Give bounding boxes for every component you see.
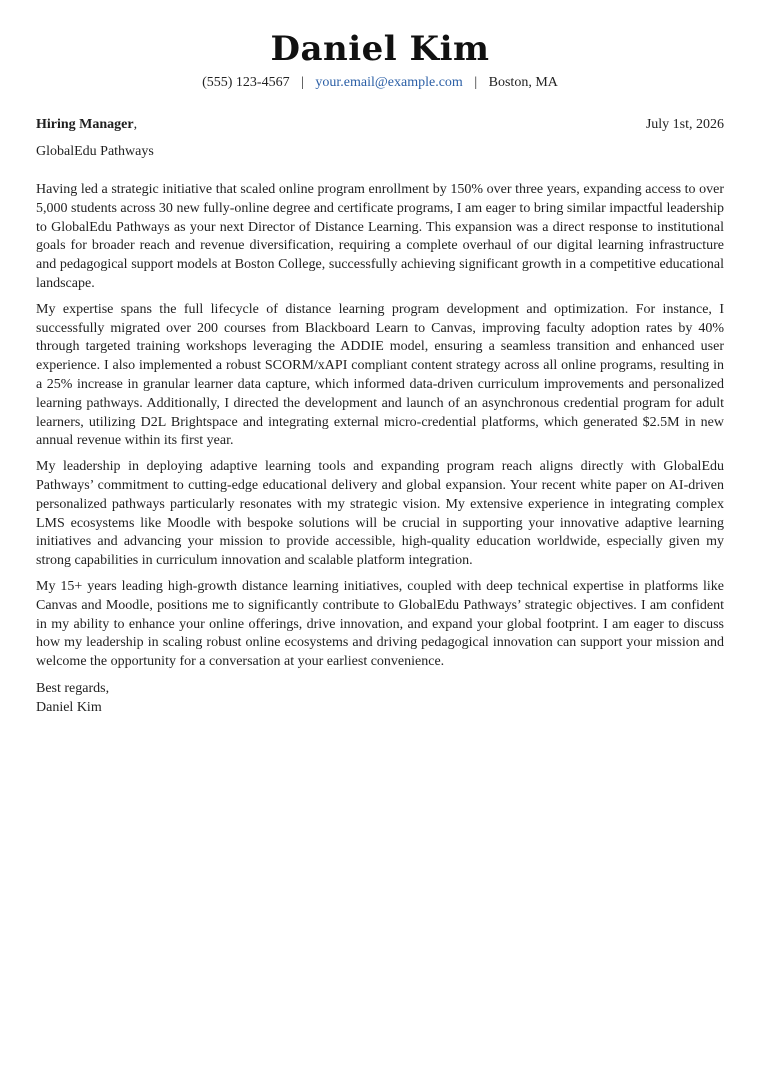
closing-signature: Daniel Kim: [36, 699, 102, 715]
body-paragraph: Having led a strategic initiative that scaled online program enrollment by 150% over three years, expanding access to over 5,000 students across 30 new fully-online degree and certificate programs, I am eager to bring similar impactful leadership to GlobalEdu Pathways as your next Director of Distance Learning. This expansion was a direct response to institutional goals for broader reach and revenue diversification, requiring a complete overhaul of our digital learning infrastructure and pedagogical support models at Boston College, successfully achieving significant growth in a competitive educational landscape.: [36, 182, 724, 291]
recipient-role: Hiring Manager: [36, 117, 134, 132]
recipient-greeting: [36, 116, 137, 134]
phone-number: (555) 123-4567: [202, 75, 290, 90]
contact-separator: |: [301, 75, 304, 90]
email-link[interactable]: your.email@example.com: [315, 75, 463, 90]
recipient-role-suffix: ,: [133, 117, 138, 132]
body-paragraph: My leadership in deploying adaptive learning tools and expanding program reach aligns directly with GlobalEdu Pathways’ commitment to cutting-edge educational delivery and global expansion. Your recent white paper on AI-driven personalized pathways particularly resonates with my strategic vision. My extensive experience in integrating complex LMS ecosystems like Moodle with bespoke solutions will be crucial in supporting your innovative adaptive learning initiatives and advancing your mission to provide accessible, high-quality education worldwide, especially given my strong capabilities in curriculum innovation and scalable platform integration.: [36, 459, 724, 569]
recipient-date-row: [36, 116, 724, 134]
closing-salutation: Best regards,: [36, 680, 110, 696]
contact-separator: |: [474, 75, 478, 90]
contact-line: [36, 74, 724, 92]
location: Boston, MA: [488, 75, 558, 90]
letter-body: [36, 181, 724, 672]
cover-letter-page: [36, 0, 724, 717]
recipient-company: GlobalEdu Pathways: [36, 144, 154, 159]
body-paragraph: My expertise spans the full lifecycle of distance learning program development and optimization. For instance, I successfully migrated over 200 courses from Blackboard Learn to Canvas, improving faculty adoption rates by 40% through targeted training workshops leveraging the ADDIE model, ensuring a seamless transition and enhanced user experience. I also implemented a robust SCORM/xAPI compliant content strategy across all online programs, resulting in a 25% increase in granular learner data capture, which informed data-driven curriculum improvements and personalized learning pathways. Additionally, I directed the development and launch of an asynchronous credential program for adult learners, utilizing D2L Brightspace and integrating external micro-credential platforms, which generated $2.5M in new annual revenue within its first year.: [36, 301, 724, 449]
body-paragraph: My 15+ years leading high-growth distance learning initiatives, coupled with deep technical expertise in platforms like Canvas and Moodle, positions me to significantly contribute to GlobalEdu Pathways’ strategic objectives. I am confident in my ability to enhance your online offerings, drive innovation, and expand your global footprint. I am eager to discuss how my leadership in scaling robust online ecosystems and driving pedagogical innovation can support your mission and welcome the opportunity for a conversation at your earliest convenience.: [36, 578, 724, 670]
applicant-name: Daniel Kim: [270, 29, 490, 69]
letter-closing: [36, 679, 724, 717]
letter-date: July 1st, 2026: [645, 117, 724, 132]
